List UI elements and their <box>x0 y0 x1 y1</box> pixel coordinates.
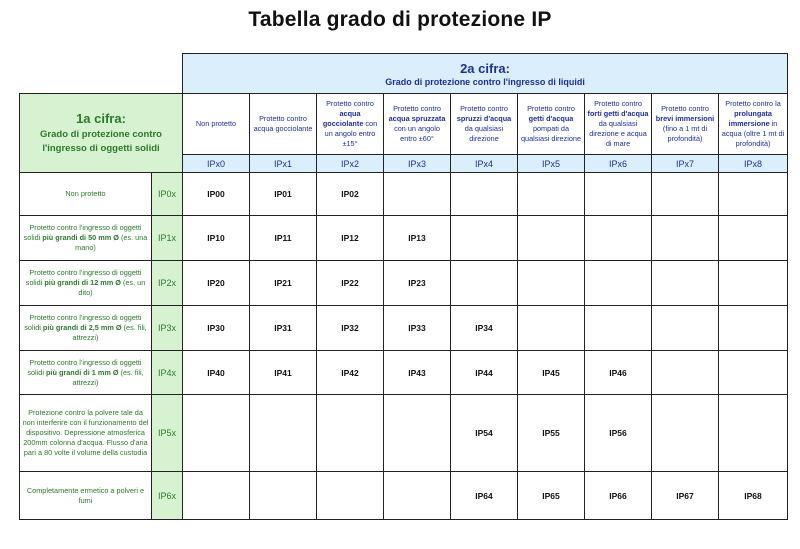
ip-cell <box>719 306 788 351</box>
ip-cell <box>451 173 518 216</box>
ip-cell: IP44 <box>451 351 518 395</box>
ip-cell <box>384 395 451 472</box>
ip-cell: IP68 <box>719 472 788 520</box>
ip-cell <box>585 261 652 306</box>
column-code: IPx3 <box>384 155 451 173</box>
row-code: IP0x <box>152 173 183 216</box>
text-run: (es. una mano) <box>75 233 148 252</box>
ip-cell <box>719 216 788 261</box>
column-code: IPx7 <box>652 155 719 173</box>
row-description <box>20 306 152 351</box>
ip-cell: IP11 <box>250 216 317 261</box>
row-description <box>20 261 152 306</box>
ip-cell <box>652 395 719 472</box>
table-row <box>20 173 788 216</box>
ip-cell <box>384 472 451 520</box>
text-run: Protetto contro l'ingresso di oggetti solidi <box>24 313 142 332</box>
ip-cell <box>719 351 788 395</box>
row-description <box>20 351 152 395</box>
page-title: Tabella grado di protezione IP <box>248 8 552 31</box>
text-run: Protetto contro l'ingresso di oggetti solidi <box>25 268 142 287</box>
ip-cell <box>585 173 652 216</box>
text-run: con un angolo entro ±60° <box>394 124 440 143</box>
ip-cell <box>518 261 585 306</box>
column-description <box>317 94 384 155</box>
column-description <box>250 94 317 155</box>
ip-cell <box>652 351 719 395</box>
second-digit-title: 2a cifra: <box>460 60 510 76</box>
ip-cell: IP12 <box>317 216 384 261</box>
text-run: Protetto contro <box>393 104 441 113</box>
text-run: Protetto contro <box>661 104 709 113</box>
row-code: IP2x <box>152 261 183 306</box>
table-row <box>20 395 788 472</box>
table-row <box>20 351 788 395</box>
text-run: pompati da qualsiasi direzione <box>520 124 582 143</box>
row-code: IP5x <box>152 395 183 472</box>
ip-cell <box>518 173 585 216</box>
ip-cell: IP32 <box>317 306 384 351</box>
ip-cell <box>585 216 652 261</box>
ip-cell: IP22 <box>317 261 384 306</box>
text-run: in acqua (oltre 1 mt di profondità) <box>721 119 785 148</box>
ip-cell <box>451 216 518 261</box>
ip-cell: IP23 <box>384 261 451 306</box>
text-run: da qualsiasi direzione e acqua di mare <box>589 119 647 148</box>
bold-text: più grandi di 50 mm Ø <box>42 233 119 242</box>
second-digit-subtitle: Grado di protezione contro l'ingresso di liquidi <box>385 76 585 87</box>
ip-cell <box>585 306 652 351</box>
bold-text: spruzzi d'acqua <box>456 114 512 123</box>
ip-cell: IP21 <box>250 261 317 306</box>
text-run: Protetto contro <box>527 104 575 113</box>
bold-text: acqua gocciolante <box>322 109 364 128</box>
text-run: Protetto contro acqua gocciolante <box>253 114 313 133</box>
row-code: IP1x <box>152 216 183 261</box>
ip-cell: IP40 <box>183 351 250 395</box>
ip-cell <box>652 261 719 306</box>
ip-cell <box>317 395 384 472</box>
first-digit-header <box>20 94 183 173</box>
text-run: Protetto contro l'ingresso di oggetti solidi <box>27 357 142 377</box>
bold-text: più grandi di 12 mm Ø <box>44 278 121 287</box>
first-digit-title: 1a cifra: <box>76 110 126 126</box>
text-run: Non protetto <box>65 189 106 198</box>
row-description <box>20 216 152 261</box>
column-description <box>585 94 652 155</box>
text-run: con un angolo entro ±15° <box>324 119 378 148</box>
ip-cell <box>317 472 384 520</box>
ip-cell: IP10 <box>183 216 250 261</box>
ip-cell: IP46 <box>585 351 652 395</box>
ip-cell: IP31 <box>250 306 317 351</box>
ip-cell: IP67 <box>652 472 719 520</box>
ip-cell: IP30 <box>183 306 250 351</box>
ip-cell <box>652 306 719 351</box>
column-code: IPx6 <box>585 155 652 173</box>
text-run: da qualsiasi direzione <box>464 124 504 143</box>
row-code: IP3x <box>152 306 183 351</box>
table-row <box>20 216 788 261</box>
ip-cell <box>451 261 518 306</box>
ip-cell: IP13 <box>384 216 451 261</box>
table-row <box>20 306 788 351</box>
row-description <box>20 472 152 520</box>
text-run: (es. un dito) <box>78 278 146 297</box>
table-row <box>20 261 788 306</box>
ip-cell: IP56 <box>585 395 652 472</box>
column-description <box>451 94 518 155</box>
ip-cell <box>719 173 788 216</box>
table-row <box>20 472 788 520</box>
second-digit-header <box>183 54 788 94</box>
text-run: Protetto contro l'ingresso di oggetti solidi <box>23 223 142 242</box>
ip-cell: IP02 <box>317 173 384 216</box>
ip-cell: IP00 <box>183 173 250 216</box>
ip-cell <box>250 472 317 520</box>
text-run: Protezione contro la polvere tale da non interferire con il funzionamento del dispositivo. Depressione atmosferica 200mm colonna d'acqua. Flusso d'aria pari a 80 volte il volume della custodia <box>22 408 149 457</box>
column-code: IPx4 <box>451 155 518 173</box>
ip-cell <box>652 216 719 261</box>
column-description <box>183 94 250 155</box>
bold-text: brevi immersioni <box>655 114 715 123</box>
column-code: IPx2 <box>317 155 384 173</box>
ip-cell <box>384 173 451 216</box>
ip-cell: IP43 <box>384 351 451 395</box>
ip-cell <box>183 472 250 520</box>
ip-cell: IP34 <box>451 306 518 351</box>
column-description <box>719 94 788 155</box>
column-code: IPx5 <box>518 155 585 173</box>
column-code: IPx0 <box>183 155 250 173</box>
ip-cell: IP45 <box>518 351 585 395</box>
ip-cell <box>250 395 317 472</box>
ip-cell <box>652 173 719 216</box>
row-code: IP4x <box>152 351 183 395</box>
bold-text: prolungata immersione <box>728 109 772 128</box>
ip-cell <box>518 216 585 261</box>
ip-cell: IP01 <box>250 173 317 216</box>
column-code: IPx8 <box>719 155 788 173</box>
ip-cell <box>719 261 788 306</box>
text-run: (es. fili, attrezzi) <box>72 323 147 342</box>
column-code: IPx1 <box>250 155 317 173</box>
ip-cell <box>719 395 788 472</box>
column-description <box>652 94 719 155</box>
column-description <box>384 94 451 155</box>
row-description <box>20 173 152 216</box>
ip-cell: IP41 <box>250 351 317 395</box>
ip-cell: IP66 <box>585 472 652 520</box>
text-run: Completamente ermetico a polveri e fumi <box>26 485 145 505</box>
row-description <box>20 395 152 472</box>
bold-text: getti d'acqua <box>528 114 574 123</box>
text-run: Protetto contro <box>460 104 508 113</box>
ip-cell <box>518 306 585 351</box>
column-description <box>518 94 585 155</box>
text-run: (fino a 1 mt di profondità) <box>662 124 708 143</box>
bold-text: più grandi di 1 mm Ø <box>45 367 119 377</box>
text-run: Protetto contro la <box>725 99 781 108</box>
ip-cell <box>183 395 250 472</box>
bold-text: acqua spruzzata <box>388 114 446 123</box>
ip-cell: IP54 <box>451 395 518 472</box>
ip-cell: IP42 <box>317 351 384 395</box>
ip-cell: IP20 <box>183 261 250 306</box>
first-digit-subtitle: Grado di protezione contro l'ingresso di oggetti solidi <box>40 128 162 154</box>
ip-cell: IP55 <box>518 395 585 472</box>
ip-protection-table <box>19 53 788 520</box>
bold-text: più grandi di 2,5 mm Ø <box>42 323 122 332</box>
ip-cell: IP65 <box>518 472 585 520</box>
text-run: (es. fili, attrezzi) <box>72 367 144 387</box>
ip-cell: IP64 <box>451 472 518 520</box>
text-run: Protetto contro <box>594 99 642 108</box>
row-code: IP6x <box>152 472 183 520</box>
empty-corner <box>20 54 183 94</box>
text-run: Non protetto <box>195 119 237 128</box>
bold-text: forti getti d'acqua <box>587 109 649 118</box>
text-run: Protetto contro <box>326 99 374 108</box>
ip-cell: IP33 <box>384 306 451 351</box>
